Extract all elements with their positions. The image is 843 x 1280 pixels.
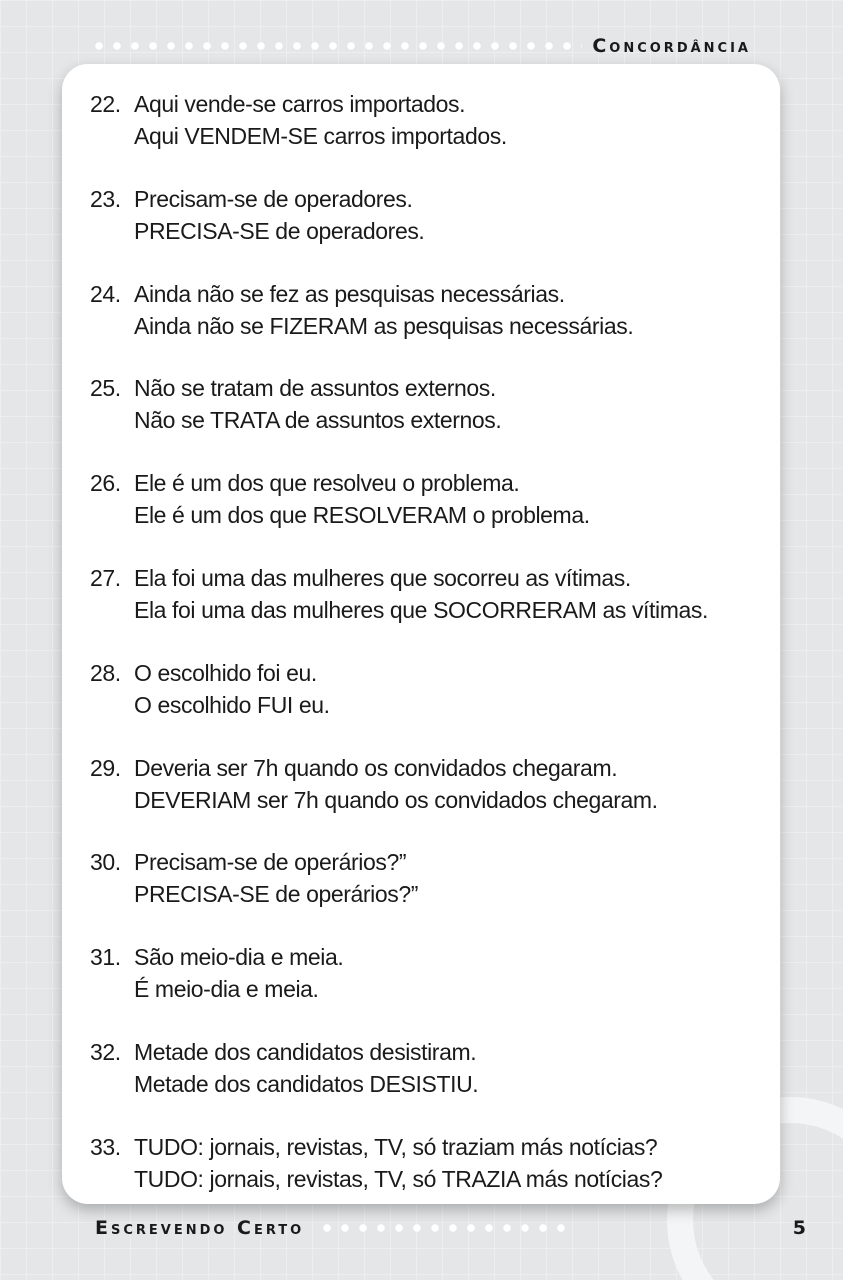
indent — [90, 120, 134, 152]
corrected-sentence: O escolhido FUI eu. — [134, 691, 330, 718]
item-number: 28. — [90, 659, 121, 686]
list-item — [90, 183, 770, 278]
list-item — [90, 562, 770, 657]
incorrect-sentence: Ainda não se fez as pesquisas necessárias. — [134, 280, 565, 307]
page-number: 5 — [792, 1217, 809, 1239]
incorrect-sentence: Ele é um dos que resolveu o problema. — [134, 470, 520, 497]
incorrect-sentence: Aqui vende-se carros importados. — [134, 91, 466, 117]
incorrect-sentence: Deveria ser 7h quando os convidados chegaram. — [134, 754, 618, 781]
corrected-sentence-line — [90, 120, 770, 152]
corrected-sentence-line — [90, 689, 770, 721]
corrected-sentence-line — [90, 878, 770, 910]
incorrect-sentence: Não se tratam de assuntos externos. — [134, 375, 496, 402]
list-item — [90, 467, 770, 562]
incorrect-sentence-line — [90, 941, 770, 973]
item-number: 23. — [90, 185, 121, 212]
indent — [90, 689, 134, 721]
indent — [90, 973, 134, 1005]
corrected-sentence: PRECISA-SE de operários?” — [134, 881, 419, 908]
dotted-divider — [318, 1223, 573, 1233]
corrected-sentence: É meio-dia e meia. — [134, 976, 319, 1003]
item-number: 30. — [90, 849, 121, 876]
list-item — [90, 1131, 770, 1226]
corrected-sentence-line — [90, 404, 770, 436]
indent — [90, 594, 134, 626]
dotted-divider — [90, 41, 582, 51]
indent — [90, 784, 134, 816]
content-card — [62, 64, 780, 1204]
corrected-sentence: Não se TRATA de assuntos externos. — [134, 407, 502, 434]
corrected-sentence: Aqui VENDEM-SE carros importados. — [134, 123, 507, 149]
incorrect-sentence-line — [90, 467, 770, 499]
incorrect-sentence-line — [90, 183, 770, 215]
item-number: 27. — [90, 564, 121, 591]
section-title: Concordância — [592, 35, 751, 57]
incorrect-sentence-line — [90, 562, 770, 594]
indent — [90, 878, 134, 910]
corrected-sentence: Ainda não se FIZERAM as pesquisas necessárias. — [134, 312, 634, 339]
item-number: 32. — [90, 1038, 121, 1065]
item-number: 26. — [90, 470, 121, 497]
corrected-sentence: TUDO: jornais, revistas, TV, só TRAZIA más notícias? — [134, 1165, 663, 1192]
item-number: 33. — [90, 1133, 121, 1160]
incorrect-sentence-line — [90, 372, 770, 404]
item-number: 29. — [90, 754, 121, 781]
incorrect-sentence-line — [90, 752, 770, 784]
corrected-sentence-line — [90, 973, 770, 1005]
incorrect-sentence-line — [90, 1131, 770, 1163]
list-item — [90, 752, 770, 847]
corrected-sentence: Ele é um dos que RESOLVERAM o problema. — [134, 502, 590, 529]
incorrect-sentence: Ela foi uma das mulheres que socorreu as vítimas. — [134, 564, 631, 591]
incorrect-sentence: O escolhido foi eu. — [134, 659, 317, 686]
list-item — [90, 846, 770, 941]
incorrect-sentence-line — [90, 846, 770, 878]
corrected-sentence: Metade dos candidatos DESISTIU. — [134, 1070, 479, 1097]
page-header — [90, 32, 751, 60]
list-item — [90, 941, 770, 1036]
corrected-sentence-line — [90, 215, 770, 247]
indent — [90, 310, 134, 342]
item-number: 22. — [90, 91, 121, 117]
list-item — [90, 372, 770, 467]
corrected-sentence: DEVERIAM ser 7h quando os convidados chegaram. — [134, 786, 658, 813]
corrected-sentence-line — [90, 1068, 770, 1100]
incorrect-sentence: Precisam-se de operadores. — [134, 185, 413, 212]
incorrect-sentence-line — [90, 88, 770, 120]
incorrect-sentence: Metade dos candidatos desistiram. — [134, 1038, 477, 1065]
exercise-list — [90, 88, 770, 1226]
page-footer — [95, 1214, 809, 1242]
indent — [90, 404, 134, 436]
corrected-sentence-line — [90, 594, 770, 626]
corrected-sentence-line — [90, 499, 770, 531]
list-item — [90, 1036, 770, 1131]
incorrect-sentence: TUDO: jornais, revistas, TV, só traziam más notícias? — [134, 1133, 658, 1160]
corrected-sentence: PRECISA-SE de operadores. — [134, 217, 425, 244]
book-title: Escrevendo Certo — [95, 1217, 305, 1239]
indent — [90, 215, 134, 247]
corrected-sentence-line — [90, 1163, 770, 1195]
item-number: 24. — [90, 280, 121, 307]
corrected-sentence-line — [90, 784, 770, 816]
indent — [90, 499, 134, 531]
incorrect-sentence: São meio-dia e meia. — [134, 944, 344, 971]
incorrect-sentence-line — [90, 657, 770, 689]
incorrect-sentence-line — [90, 1036, 770, 1068]
indent — [90, 1163, 134, 1195]
item-number: 31. — [90, 944, 121, 971]
corrected-sentence: Ela foi uma das mulheres que SOCORRERAM as vítimas. — [134, 596, 708, 623]
incorrect-sentence-line — [90, 278, 770, 310]
indent — [90, 1068, 134, 1100]
list-item — [90, 657, 770, 752]
list-item — [90, 278, 770, 373]
item-number: 25. — [90, 375, 121, 402]
list-item — [90, 88, 770, 183]
incorrect-sentence: Precisam-se de operários?” — [134, 849, 407, 876]
corrected-sentence-line — [90, 310, 770, 342]
